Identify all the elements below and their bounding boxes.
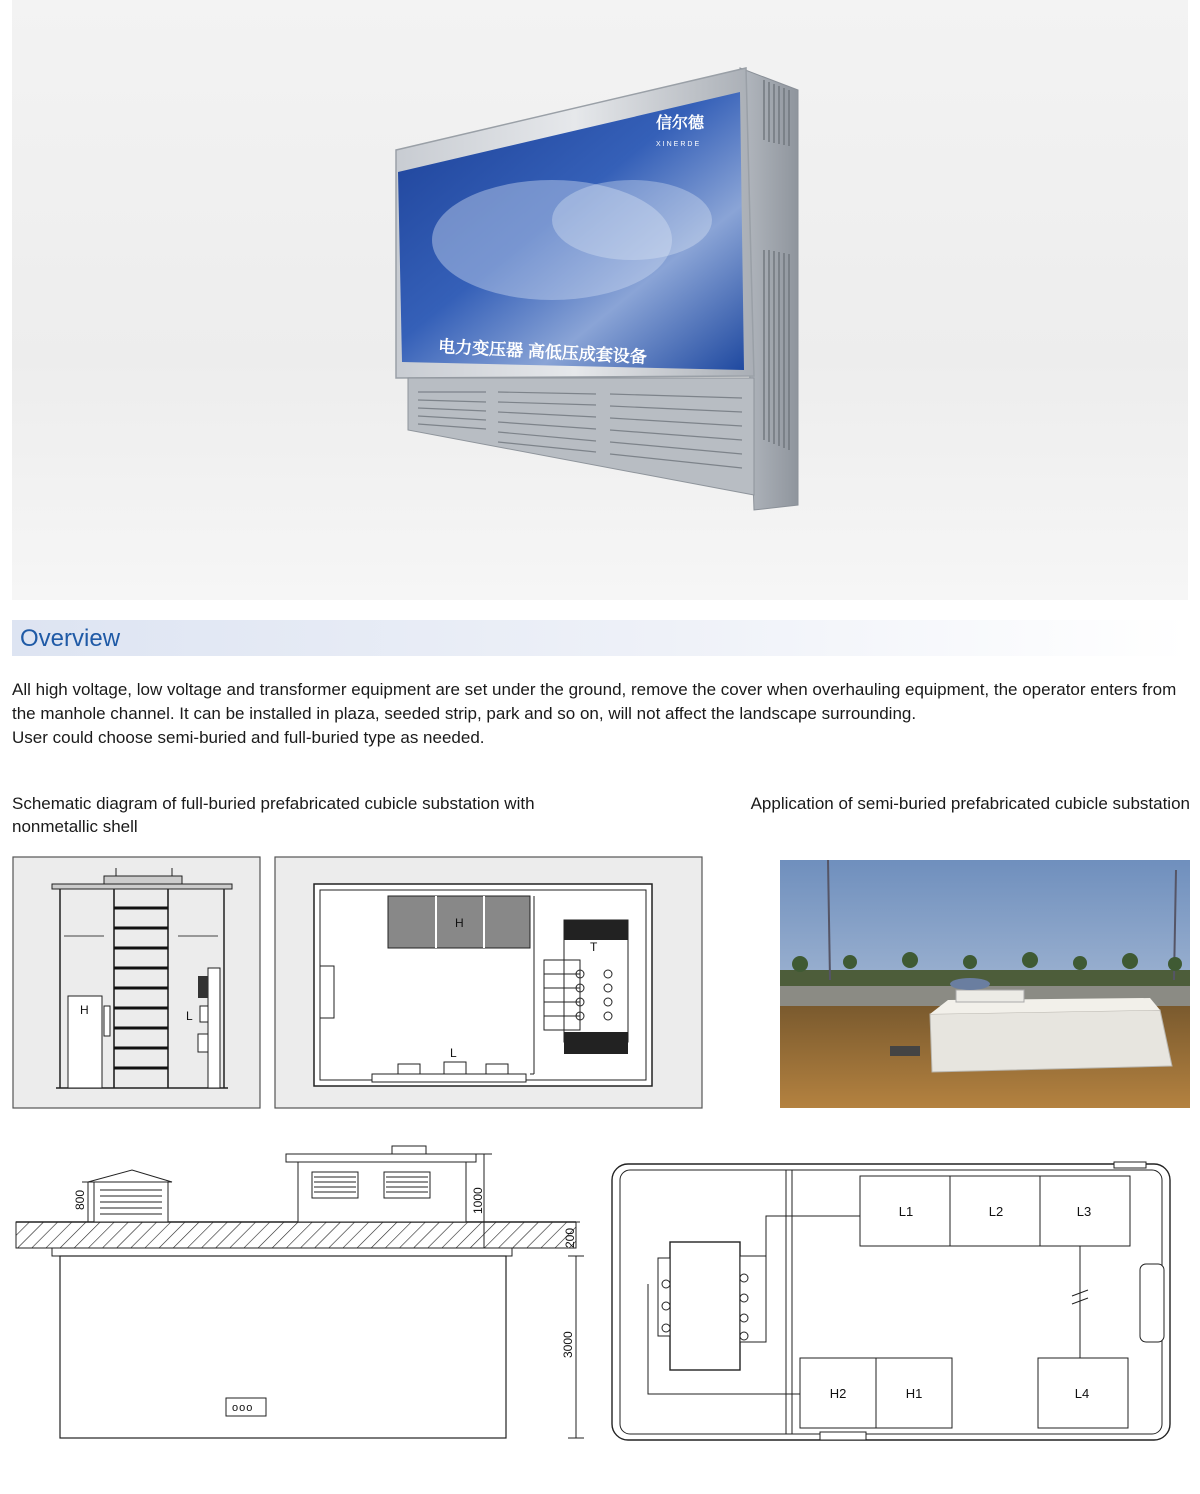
overview-paragraph-2: User could choose semi-buried and full-buried type as needed. <box>12 728 485 747</box>
brand-logo-en: XINERDE <box>656 141 702 148</box>
caption-full-buried: Schematic diagram of full-buried prefabricated cubicle substation with nonmetallic shell <box>12 794 535 836</box>
side-section-diagram <box>12 856 262 1110</box>
side-label-h: H <box>80 1003 89 1017</box>
overview-heading: Overview <box>20 625 121 652</box>
plan-cell-l1: L1 <box>898 1204 914 1219</box>
layout-plan-drawing <box>610 1160 1190 1444</box>
elevation-plate-label: ooo <box>232 1402 254 1414</box>
side-label-l: L <box>186 1009 193 1023</box>
caption-semi-buried: Application of semi-buried prefabricated cubicle substation <box>750 794 1190 813</box>
application-photo <box>780 860 1190 1108</box>
plan-diagram <box>274 856 704 1110</box>
cabinet-slogan: 电力变压器 高低压成套设备 <box>437 337 648 367</box>
plan-cell-l2: L2 <box>988 1204 1004 1219</box>
dim-3000: 3000 <box>561 1331 575 1358</box>
overview-paragraph-1: All high voltage, low voltage and transformer equipment are set under the ground, remove the cover when overhauling equipment, the operator enters from the manhole channel. It can be installed in plaza, seeded strip, park and so on, will not affect the landscape surrounding. <box>12 680 1177 723</box>
hero-photo-area <box>12 0 1188 600</box>
plan-cell-l4: L4 <box>1074 1386 1090 1401</box>
overview-body <box>12 678 1190 750</box>
dim-1000: 1000 <box>471 1187 485 1214</box>
plan-label-h: H <box>455 916 464 930</box>
product-cabinet-illustration <box>12 0 1188 600</box>
section-header-bar <box>12 620 1188 656</box>
plan-cell-l3: L3 <box>1076 1204 1092 1219</box>
elevation-drawing <box>12 1140 602 1442</box>
dim-800: 800 <box>73 1189 87 1210</box>
plan-cell-h1: H1 <box>905 1386 923 1401</box>
plan-cell-h2: H2 <box>829 1386 847 1401</box>
dim-200: 200 <box>563 1227 577 1248</box>
brand-logo-cn: 信尔德 <box>656 115 705 132</box>
plan-label-l: L <box>450 1046 457 1060</box>
plan-label-t: T <box>590 940 598 954</box>
